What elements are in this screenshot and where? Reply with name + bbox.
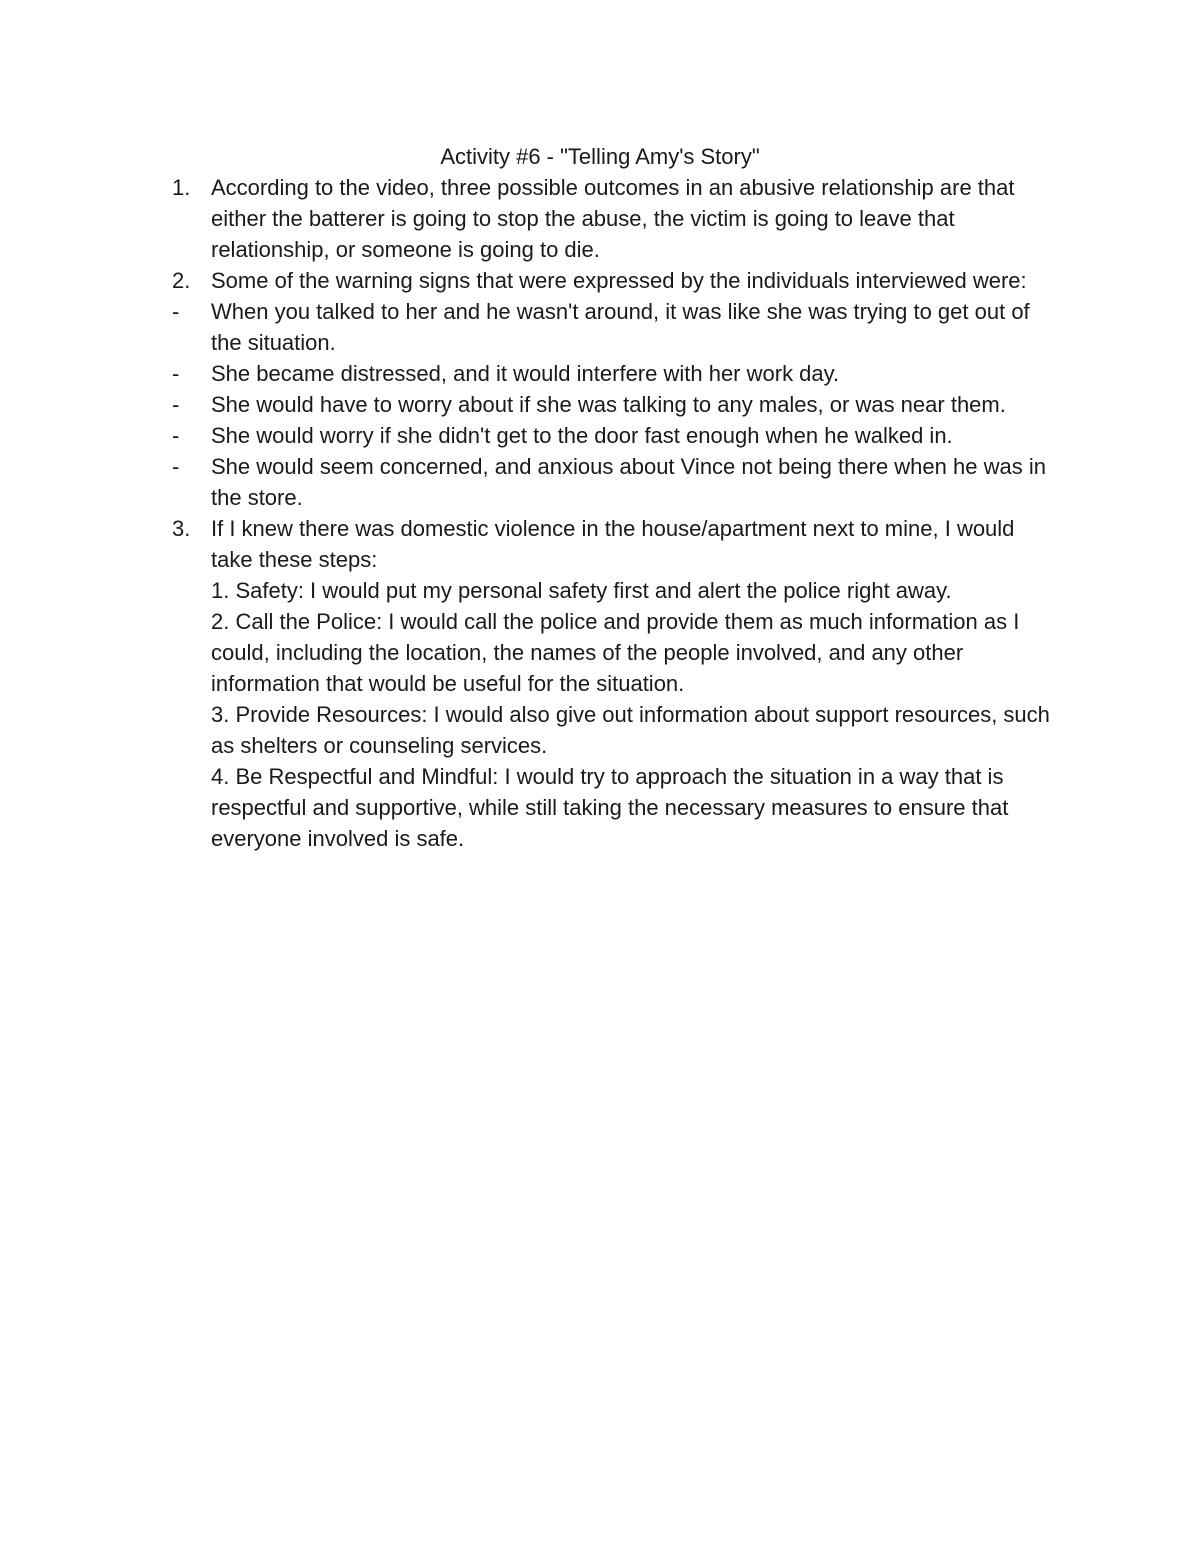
- numbered-item-2: [172, 265, 1072, 296]
- bullet-text: She became distressed, and it would interfere with her work day.: [211, 361, 840, 386]
- numbered-item-3: [172, 513, 1072, 575]
- bullet-item: [172, 420, 1072, 451]
- bullet-item: [172, 451, 1072, 513]
- bullet-text: She would worry if she didn't get to the door fast enough when he walked in.: [211, 423, 953, 448]
- step-provide-resources: 3. Provide Resources: I would also give out information about support resources, such as shelters or counseling services.: [211, 702, 1050, 758]
- bullet-item: [172, 296, 1072, 358]
- bullet-marker: -: [172, 361, 180, 386]
- bullet-text: She would seem concerned, and anxious about Vince not being there when he was in the store.: [211, 454, 1046, 510]
- item-text: Some of the warning signs that were expressed by the individuals interviewed were:: [211, 268, 1027, 293]
- bullet-item: [172, 358, 1072, 389]
- bullet-text: When you talked to her and he wasn't around, it was like she was trying to get out of the situation.: [211, 299, 1030, 355]
- item-marker: 2.: [172, 268, 191, 293]
- bullet-marker: -: [172, 454, 180, 479]
- item-text: According to the video, three possible outcomes in an abusive relationship are that either the batterer is going to stop the abuse, the victim is going to leave that relationship, or someone is going to die.: [211, 175, 1015, 262]
- item-text: If I knew there was domestic violence in the house/apartment next to mine, I would take these steps:: [211, 516, 1015, 572]
- step-respectful-mindful: 4. Be Respectful and Mindful: I would try to approach the situation in a way that is respectful and supportive, while still taking the necessary measures to ensure that everyone involved is safe.: [211, 764, 1009, 851]
- bullet-marker: -: [172, 392, 180, 417]
- document-body: [172, 172, 1072, 854]
- item-marker: 3.: [172, 516, 191, 541]
- item-marker: 1.: [172, 175, 191, 200]
- bullet-item: [172, 389, 1072, 420]
- document-title: Activity #6 - "Telling Amy's Story": [440, 144, 760, 169]
- step-safety: 1. Safety: I would put my personal safety first and alert the police right away.: [211, 578, 952, 603]
- bullet-text: She would have to worry about if she was talking to any males, or was near them.: [211, 392, 1006, 417]
- bullet-marker: -: [172, 423, 180, 448]
- step-call-police: 2. Call the Police: I would call the police and provide them as much information as I could, including the location, the names of the people involved, and any other information that would be useful for the situation.: [211, 609, 1020, 696]
- numbered-item-1: [172, 172, 1072, 265]
- bullet-marker: -: [172, 299, 180, 324]
